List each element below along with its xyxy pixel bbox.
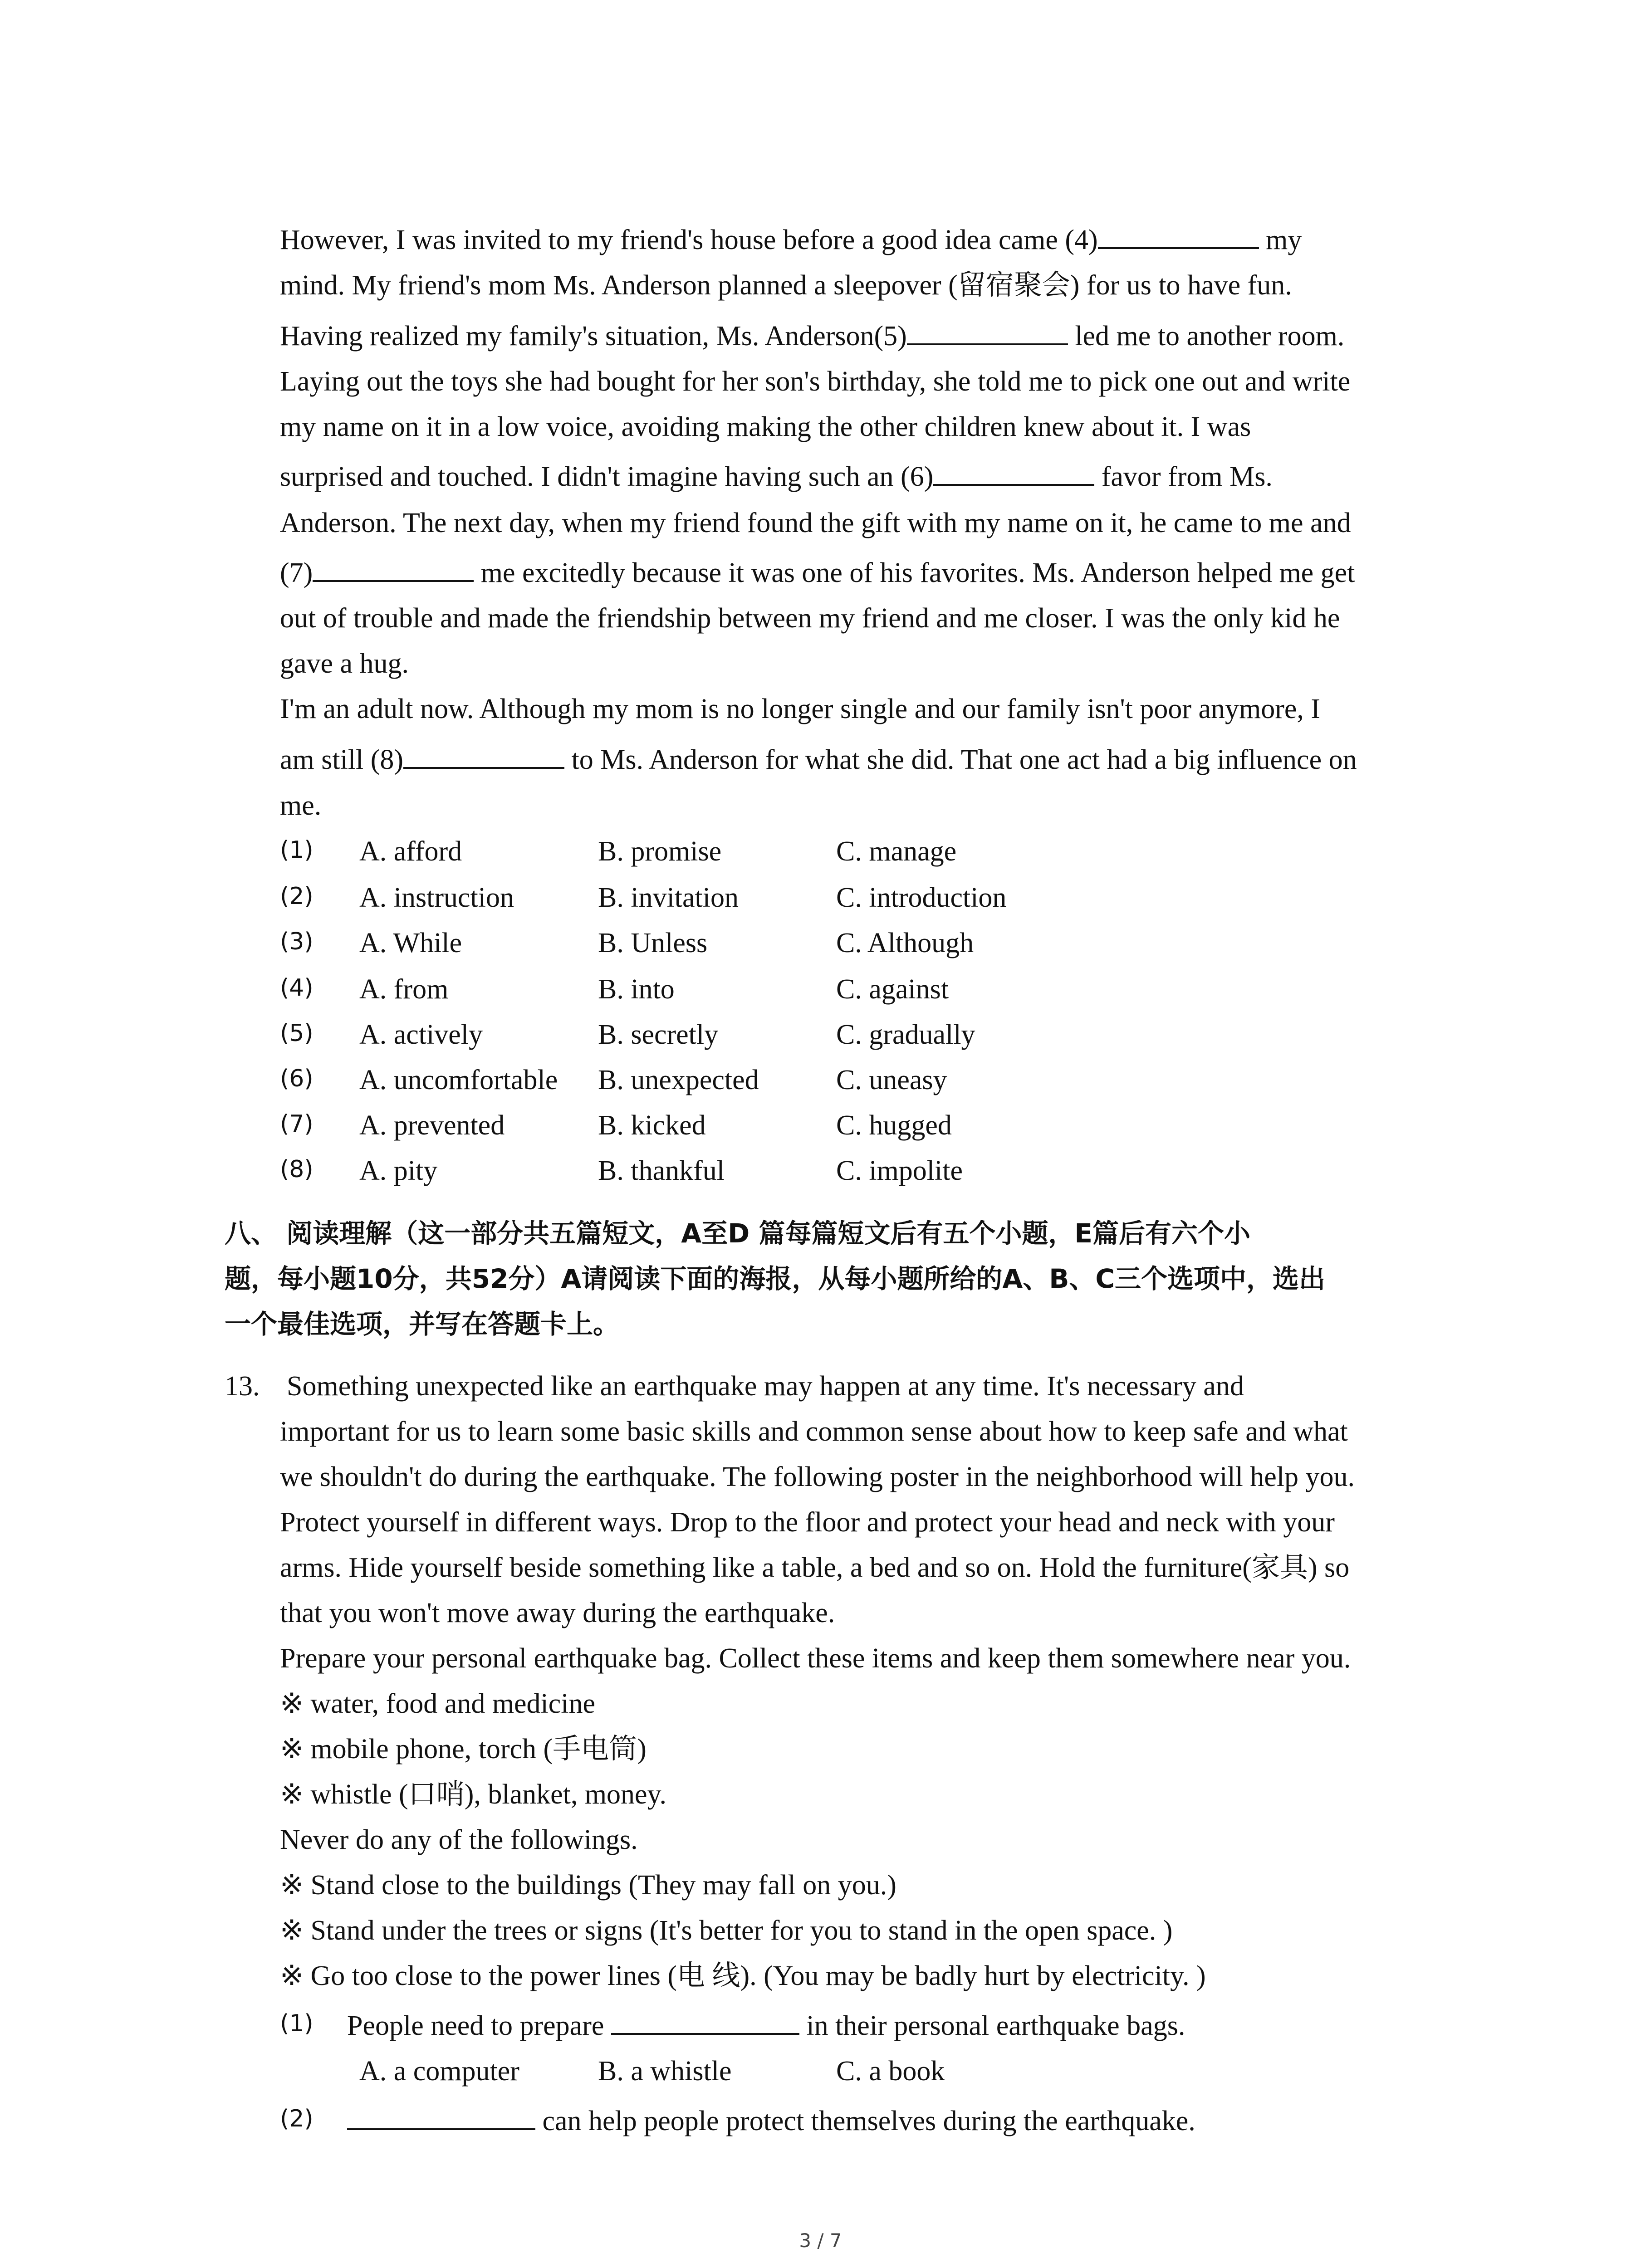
bullet-item: ※ Stand under the trees or signs (It's better for you to stand in the open space. ): [280, 1915, 1173, 1946]
option-c[interactable]: C. Although: [836, 928, 974, 958]
option-number: (1): [280, 836, 314, 864]
option-a[interactable]: A. prevented: [359, 1110, 505, 1141]
subquestion-number: (2): [280, 2105, 314, 2132]
option-number: (4): [280, 974, 314, 1002]
option-number: (7): [280, 1110, 314, 1138]
answer-blank-1[interactable]: [611, 2012, 799, 2035]
question-line: Prepare your personal earthquake bag. Collect these items and keep them somewhere near you.: [280, 1643, 1351, 1674]
option-number: (8): [280, 1156, 314, 1183]
question-number: 13.: [225, 1371, 260, 1402]
question-line: important for us to learn some basic skills and common sense about how to keep safe and what: [280, 1416, 1348, 1447]
blank-4[interactable]: [1098, 226, 1259, 249]
passage-text: my: [1266, 225, 1302, 255]
option-number: (5): [280, 1020, 314, 1047]
passage-text: (7): [280, 557, 313, 588]
option-a[interactable]: A. instruction: [359, 882, 514, 913]
section-heading-line: 八、 阅读理解（这一部分共五篇短文，A至D 篇每篇短文后有五个小题，E篇后有六个小: [225, 1218, 1251, 1249]
option-b[interactable]: B. secretly: [598, 1019, 719, 1050]
passage-line-12: [280, 746, 1357, 774]
passage-text: favor from Ms.: [1101, 461, 1273, 492]
passage-line-9: out of trouble and made the friendship between my friend and me closer. I was the only kid he: [280, 603, 1340, 634]
option-b[interactable]: B. invitation: [598, 882, 739, 913]
bullet-item: ※ whistle (口哨), blanket, money.: [280, 1779, 667, 1810]
option-a[interactable]: A. afford: [359, 836, 462, 867]
answer-blank-2[interactable]: [347, 2107, 535, 2130]
blank-6[interactable]: [933, 463, 1094, 486]
page-number: 3 / 7: [799, 2229, 842, 2252]
bullet-item: ※ water, food and medicine: [280, 1688, 596, 1719]
blank-5[interactable]: [907, 323, 1068, 345]
question-line: Protect yourself in different ways. Drop to the floor and protect your head and neck with your: [280, 1507, 1335, 1538]
passage-line-11: I'm an adult now. Although my mom is no longer single and our family isn't poor anymore, I: [280, 694, 1321, 724]
subquestion-2: [347, 2107, 1195, 2135]
passage-line-10: gave a hug.: [280, 648, 409, 679]
option-a[interactable]: A. from: [359, 974, 449, 1005]
option-c[interactable]: C. uneasy: [836, 1065, 947, 1095]
option-c[interactable]: C. against: [836, 974, 949, 1005]
passage-text: However, I was invited to my friend's house before a good idea came (4): [280, 225, 1098, 255]
passage-line-5: my name on it in a low voice, avoiding making the other children knew about it. I was: [280, 411, 1251, 442]
option-number: (6): [280, 1065, 314, 1092]
option-number: (3): [280, 928, 314, 955]
option-c[interactable]: C. a book: [836, 2056, 945, 2087]
passage-line-8: [280, 559, 1355, 587]
option-b[interactable]: B. kicked: [598, 1110, 706, 1141]
passage-line-3: [280, 322, 1344, 350]
option-b[interactable]: B. into: [598, 974, 675, 1005]
section-heading-line: 一个最佳选项，并写在答题卡上。: [225, 1309, 620, 1339]
passage-line-2: mind. My friend's mom Ms. Anderson planned a sleepover (留宿聚会) for us to have fun.: [280, 270, 1292, 301]
blank-8[interactable]: [403, 746, 564, 769]
passage-line-7: Anderson. The next day, when my friend found the gift with my name on it, he came to me and: [280, 508, 1351, 538]
option-a[interactable]: A. uncomfortable: [359, 1065, 558, 1095]
option-a[interactable]: A. actively: [359, 1019, 483, 1050]
question-line: Something unexpected like an earthquake may happen at any time. It's necessary and: [287, 1371, 1244, 1402]
option-b[interactable]: B. Unless: [598, 928, 708, 958]
option-b[interactable]: B. unexpected: [598, 1065, 759, 1095]
question-line: Never do any of the followings.: [280, 1824, 638, 1855]
bullet-item: ※ mobile phone, torch (手电筒): [280, 1734, 647, 1765]
option-c[interactable]: C. hugged: [836, 1110, 952, 1141]
option-b[interactable]: B. promise: [598, 836, 722, 867]
option-a[interactable]: A. pity: [359, 1155, 438, 1186]
passage-text: am still (8): [280, 744, 404, 775]
question-line: arms. Hide yourself beside something like a table, a bed and so on. Hold the furniture(家具) so: [280, 1552, 1350, 1583]
subquestion-text: in their personal earthquake bags.: [806, 2010, 1185, 2041]
subquestion-text: can help people protect themselves during the earthquake.: [542, 2106, 1195, 2136]
subquestion-1: [347, 2012, 1185, 2040]
subquestion-number: (1): [280, 2010, 314, 2037]
question-line: we shouldn't do during the earthquake. The following poster in the neighborhood will help you.: [280, 1461, 1355, 1492]
bullet-item: ※ Go too close to the power lines (电 线). (You may be badly hurt by electricity. ): [280, 1960, 1206, 1991]
passage-text: to Ms. Anderson for what she did. That one act had a big influence on: [571, 744, 1357, 775]
passage-line-4: Laying out the toys she had bought for her son's birthday, she told me to pick one out and write: [280, 366, 1351, 397]
section-heading-line: 题，每小题10分，共52分）A请阅读下面的海报，从每小题所给的A、B、C三个选项中，选出: [225, 1263, 1325, 1294]
option-c[interactable]: C. manage: [836, 836, 957, 867]
passage-text: me excitedly because it was one of his favorites. Ms. Anderson helped me get: [480, 557, 1355, 588]
passage-line-6: [280, 463, 1273, 491]
option-a[interactable]: A. a computer: [359, 2056, 519, 2087]
blank-7[interactable]: [313, 559, 474, 582]
passage-line-13: me.: [280, 790, 322, 821]
passage-text: led me to another room.: [1075, 321, 1345, 352]
subquestion-text: People need to prepare: [347, 2010, 604, 2041]
bullet-item: ※ Stand close to the buildings (They may fall on you.): [280, 1870, 896, 1901]
option-a[interactable]: A. While: [359, 928, 462, 958]
option-c[interactable]: C. gradually: [836, 1019, 975, 1050]
option-b[interactable]: B. a whistle: [598, 2056, 732, 2087]
option-c[interactable]: C. introduction: [836, 882, 1007, 913]
question-line: that you won't move away during the earthquake.: [280, 1598, 835, 1628]
passage-text: Having realized my family's situation, Ms. Anderson(5): [280, 321, 907, 352]
option-number: (2): [280, 883, 314, 910]
option-c[interactable]: C. impolite: [836, 1155, 963, 1186]
passage-line-1: [280, 226, 1302, 254]
passage-text: surprised and touched. I didn't imagine having such an (6): [280, 461, 934, 492]
option-b[interactable]: B. thankful: [598, 1155, 725, 1186]
